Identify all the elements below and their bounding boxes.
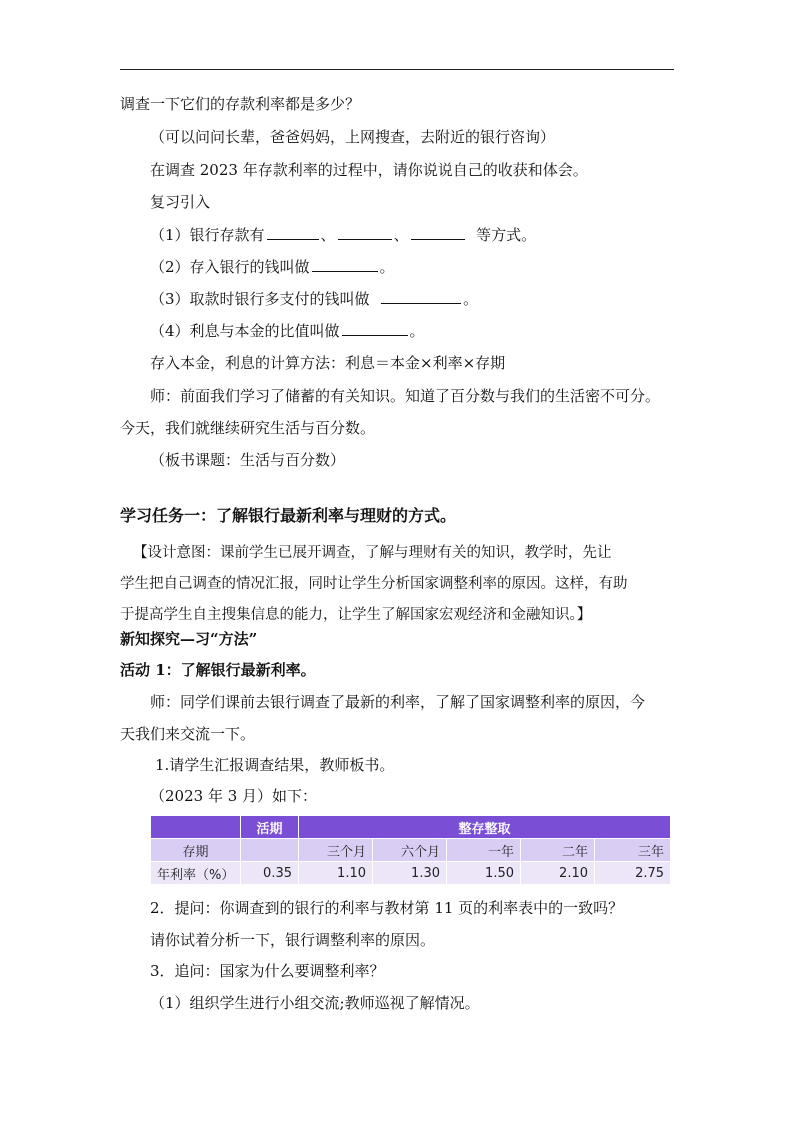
- review-question-4: [150, 321, 425, 341]
- rate-label: 年利率（%）: [151, 862, 241, 885]
- intro-line-3: 在调查 2023 年存款利率的过程中，请你说说自己的收获和体会。: [150, 161, 588, 179]
- q3-text: （3）取款时银行多支付的钱叫做: [150, 290, 370, 308]
- step-3-sub-1: （1）组织学生进行小组交流;教师巡视了解情况。: [150, 994, 480, 1012]
- term-cell: 六个月: [373, 839, 447, 862]
- design-intent-2: 学生把自己调查的情况汇报，同时让学生分析国家调整利率的原因。这样，有助: [120, 576, 628, 592]
- table-header-blank: [151, 816, 241, 839]
- design-intent-1: 【设计意图：课前学生已展开调查，了解与理财有关的知识，教学时，先让: [133, 545, 612, 561]
- task1-title: 学习任务一：了解银行最新利率与理财的方式。: [120, 506, 457, 525]
- rate-cell: 1.50: [447, 862, 521, 885]
- step-2: 2．提问：你调查到的银行的利率与教材第 11 页的利率表中的一致吗？: [150, 899, 624, 917]
- q1-sep-2: 、: [393, 226, 409, 244]
- q4-end: 。: [409, 322, 425, 340]
- rate-cell-current: 0.35: [241, 862, 299, 885]
- activity-1-heading: 活动 1：了解银行最新利率。: [120, 661, 316, 679]
- table-row: [151, 839, 671, 862]
- step-2-followup: 请你试着分析一下，银行调整利率的原因。: [150, 931, 436, 949]
- interest-rate-table: [150, 815, 671, 885]
- table-header-current: 活期: [241, 816, 299, 839]
- intro-line-1: 调查一下它们的存款利率都是多少？: [120, 95, 361, 113]
- review-question-3: [150, 289, 478, 309]
- term-label: 存期: [151, 839, 241, 862]
- step-1-date: （2023 年 3 月）如下：: [150, 787, 318, 805]
- q1-end: 等方式。: [476, 226, 537, 244]
- interest-formula: 存入本金，利息的计算方法：利息＝本金×利率×存期: [150, 354, 506, 372]
- rate-cell: 2.75: [595, 862, 671, 885]
- q3-end: 。: [463, 290, 479, 308]
- term-cell: 二年: [521, 839, 595, 862]
- q3-blank: [381, 289, 461, 304]
- step-1: 1.请学生汇报调查结果，教师板书。: [155, 756, 395, 774]
- table-row: [151, 862, 671, 885]
- intro-line-2: （可以问问长辈，爸爸妈妈，上网搜查，去附近的银行咨询）: [150, 128, 556, 146]
- board-title: （板书课题：生活与百分数）: [150, 451, 346, 469]
- q1-text: （1）银行存款有: [150, 226, 265, 244]
- table-row: [151, 816, 671, 839]
- rate-cell: 2.10: [521, 862, 595, 885]
- design-intent-3: 于提高学生自主搜集信息的能力，让学生了解国家宏观经济和金融知识。】: [120, 607, 592, 623]
- header-rule: [120, 69, 674, 70]
- q2-end: 。: [379, 258, 395, 276]
- review-question-2: [150, 257, 395, 277]
- review-heading: 复习引入: [150, 193, 211, 211]
- q1-blank-1: [267, 225, 319, 240]
- q2-text: （2）存入银行的钱叫做: [150, 258, 310, 276]
- table-header-fixed: 整存整取: [299, 816, 671, 839]
- step-3: 3．追问：国家为什么要调整利率？: [150, 962, 385, 980]
- term-cell: 三个月: [299, 839, 373, 862]
- teacher-line-3: 师：同学们课前去银行调查了最新的利率，了解了国家调整利率的原因，今: [150, 693, 646, 711]
- review-question-1: [150, 225, 536, 245]
- term-cell: 三年: [595, 839, 671, 862]
- rate-cell: 1.10: [299, 862, 373, 885]
- q4-blank: [342, 321, 408, 336]
- teacher-line-2: 今天，我们就继续研究生活与百分数。: [120, 419, 376, 437]
- teacher-line-4: 天我们来交流一下。: [120, 725, 256, 743]
- explore-heading: 新知探究—习“方法”: [120, 630, 258, 648]
- term-cell: 一年: [447, 839, 521, 862]
- q4-text: （4）利息与本金的比值叫做: [150, 322, 340, 340]
- rate-cell: 1.30: [373, 862, 447, 885]
- q1-blank-3: [411, 225, 465, 240]
- q1-blank-2: [338, 225, 392, 240]
- q2-blank: [312, 257, 378, 272]
- q1-sep-1: 、: [320, 226, 336, 244]
- teacher-line-1: 师：前面我们学习了储蓄的有关知识。知道了百分数与我们的生活密不可分。: [150, 387, 661, 405]
- term-current-empty: [241, 839, 299, 862]
